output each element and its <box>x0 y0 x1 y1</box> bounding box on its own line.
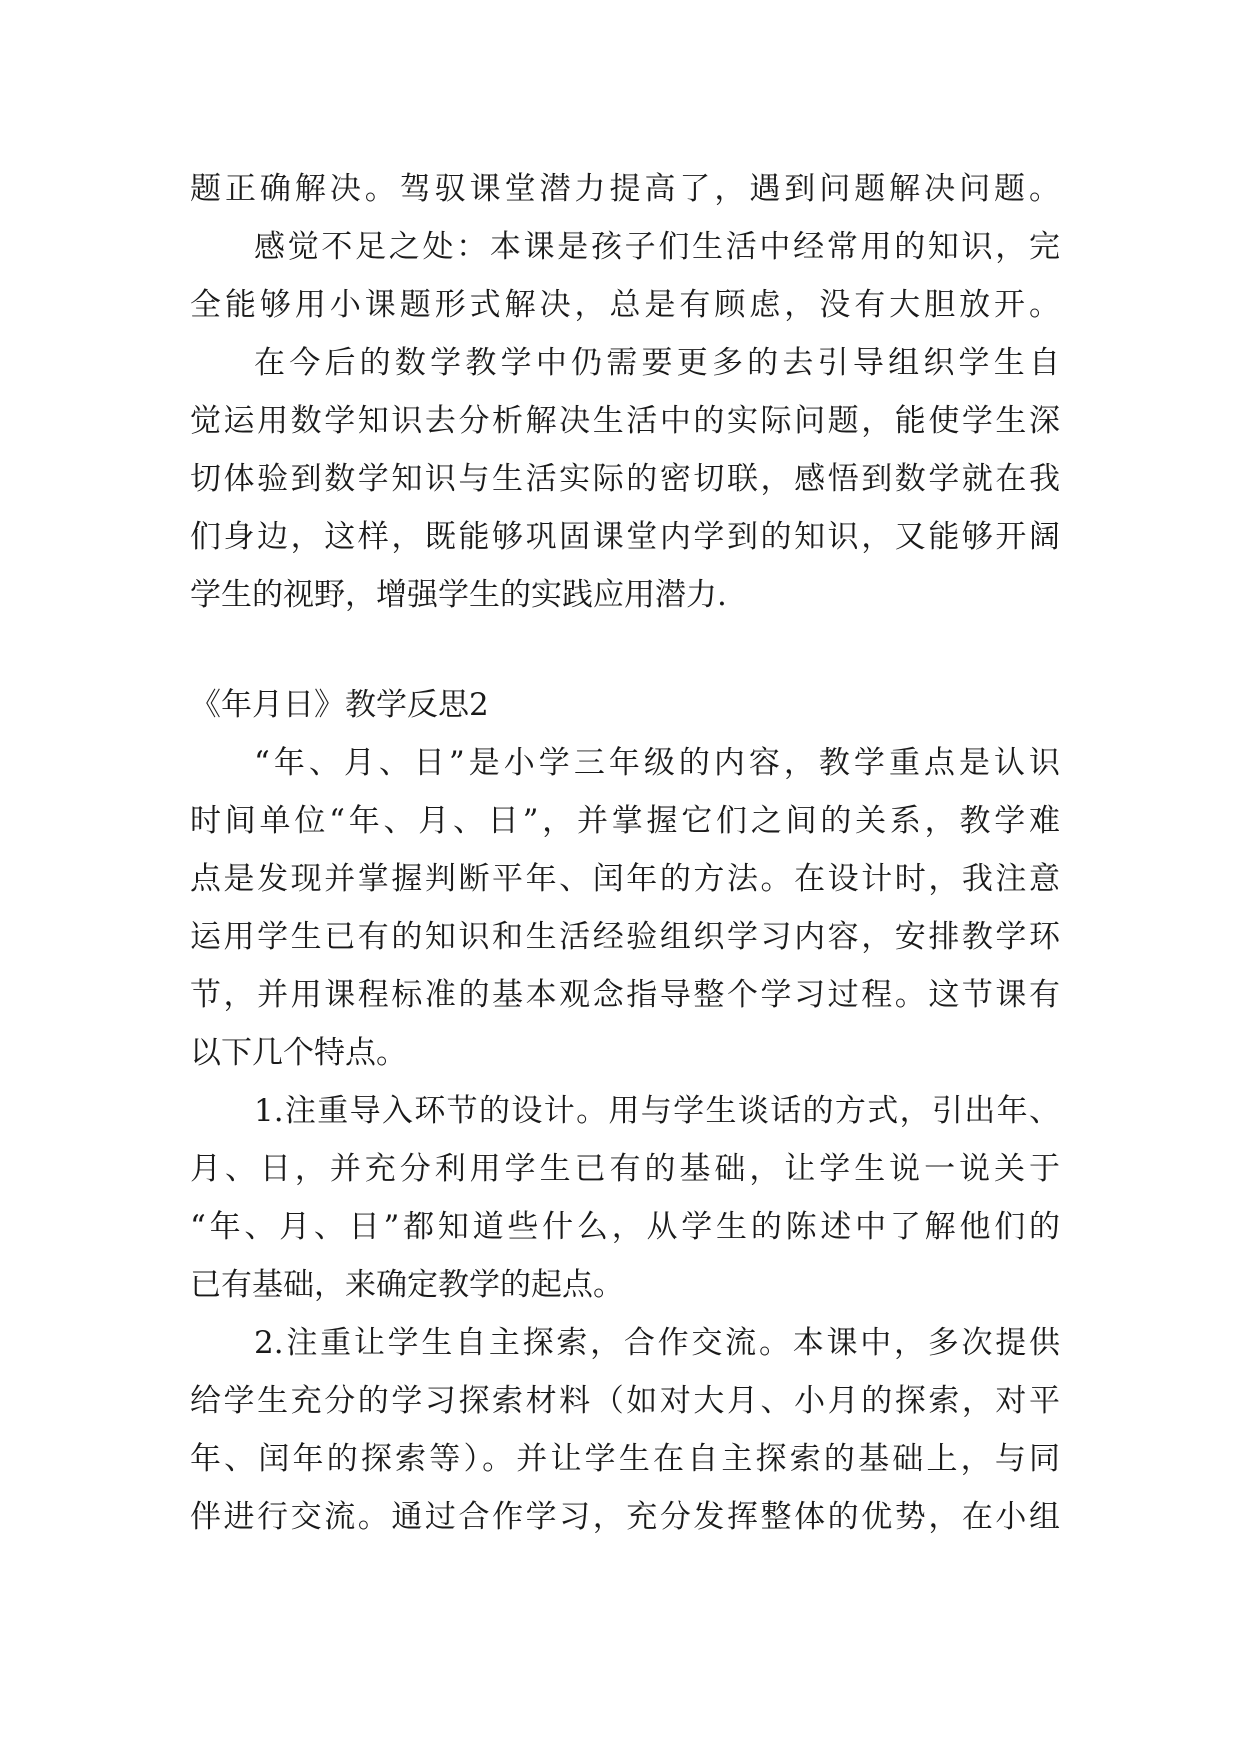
paragraph-line: 学生的视野，增强学生的实践应用潜力. <box>190 577 727 613</box>
paragraph-line: 1.注重导入环节的设计。用与学生谈话的方式，引出年、 <box>254 1093 1060 1129</box>
paragraph-line: 月、日，并充分利用学生已有的基础，让学生说一说关于 <box>190 1151 1060 1187</box>
paragraph-line: 节，并用课程标准的基本观念指导整个学习过程。这节课有 <box>190 977 1060 1013</box>
paragraph-line: 以下几个特点。 <box>190 1035 407 1071</box>
section-gap <box>190 624 1060 676</box>
paragraph-line: 给学生充分的学习探索材料（如对大月、小月的探索，对平 <box>190 1383 1060 1419</box>
paragraph-line: 们身边，这样，既能够巩固课堂内学到的知识，又能够开阔 <box>190 519 1060 555</box>
paragraph-line: 运用学生已有的知识和生活经验组织学习内容，安排教学环 <box>190 919 1060 955</box>
document-page <box>190 160 1060 1546</box>
paragraph-line: 觉运用数学知识去分析解决生活中的实际问题，能使学生深 <box>190 403 1060 439</box>
paragraph-line: “年、月、日”是小学三年级的内容，教学重点是认识 <box>254 745 1060 781</box>
paragraph-line: 感觉不足之处：本课是孩子们生活中经常用的知识，完 <box>254 229 1060 265</box>
paragraph-line: 切体验到数学知识与生活实际的密切联，感悟到数学就在我 <box>190 461 1060 497</box>
section-heading: 《年月日》教学反思2 <box>190 687 489 723</box>
paragraph-line: 已有基础，来确定教学的起点。 <box>190 1267 624 1303</box>
paragraph-line: 题正确解决。驾驭课堂潜力提高了，遇到问题解决问题。 <box>190 171 1060 207</box>
paragraph-line: 时间单位“年、月、日”，并掌握它们之间的关系，教学难 <box>190 803 1060 839</box>
paragraph-line: 全能够用小课题形式解决，总是有顾虑，没有大胆放开。 <box>190 287 1060 323</box>
paragraph-line: 伴进行交流。通过合作学习，充分发挥整体的优势，在小组 <box>190 1499 1060 1535</box>
paragraph-line: “年、月、日”都知道些什么，从学生的陈述中了解他们的 <box>190 1209 1060 1245</box>
paragraph-line: 点是发现并掌握判断平年、闰年的方法。在设计时，我注意 <box>190 861 1060 897</box>
paragraph-line: 2.注重让学生自主探索，合作交流。本课中，多次提供 <box>254 1325 1060 1361</box>
paragraph-line: 在今后的数学教学中仍需要更多的去引导组织学生自 <box>254 345 1060 381</box>
paragraph-line: 年、闰年的探索等）。并让学生在自主探索的基础上，与同 <box>190 1441 1060 1477</box>
